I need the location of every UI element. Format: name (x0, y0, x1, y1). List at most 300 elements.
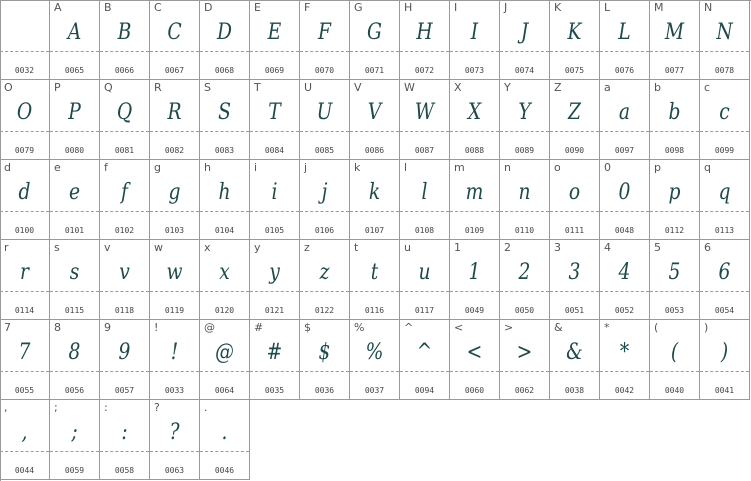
cell-character-label: V (354, 81, 362, 94)
cell-baseline-divider (0, 131, 49, 132)
glyph-cell[interactable] (500, 160, 550, 240)
glyph-cell[interactable] (250, 320, 300, 400)
glyph-cell[interactable] (650, 160, 700, 240)
cell-char-code: 0072 (414, 66, 435, 75)
cell-glyph-sample: t (370, 260, 379, 285)
glyph-cell[interactable] (250, 80, 300, 160)
glyph-cell[interactable] (400, 0, 450, 80)
cell-character-label: v (104, 241, 111, 254)
cell-char-code: 0067 (164, 66, 185, 75)
glyph-cell[interactable] (350, 80, 400, 160)
glyph-cell[interactable] (50, 240, 100, 320)
glyph-cell[interactable] (200, 320, 250, 400)
cell-character-label: , (4, 401, 8, 414)
cell-glyph-sample: k (368, 180, 381, 205)
cell-glyph-sample: i (271, 180, 278, 205)
glyph-cell[interactable] (50, 0, 100, 80)
cell-glyph-sample: X (467, 100, 482, 125)
cell-glyph-sample: g (168, 180, 181, 205)
cell-char-code: 0083 (214, 146, 235, 155)
cell-character-label: q (704, 161, 711, 174)
cell-baseline-divider (300, 371, 349, 372)
cell-character-label: ( (654, 321, 659, 334)
cell-character-label: D (204, 1, 213, 14)
cell-char-code: 0079 (14, 146, 35, 155)
glyph-cell[interactable] (50, 160, 100, 240)
cell-glyph-sample: 7 (18, 340, 31, 365)
glyph-cell[interactable] (100, 0, 150, 80)
cell-character-label: ? (154, 401, 160, 414)
cell-baseline-divider (550, 291, 599, 292)
cell-glyph-sample: n (518, 180, 531, 205)
cell-glyph-sample: o (568, 180, 581, 205)
glyph-cell[interactable] (550, 0, 600, 80)
cell-baseline-divider (600, 131, 649, 132)
cell-glyph-sample: c (719, 100, 730, 125)
cell-char-code: 0033 (164, 386, 185, 395)
cell-glyph-sample: ; (71, 420, 78, 445)
cell-baseline-divider (150, 371, 199, 372)
cell-baseline-divider (50, 371, 99, 372)
glyph-cell[interactable] (100, 80, 150, 160)
glyph-cell[interactable] (150, 320, 200, 400)
cell-baseline-divider (0, 51, 49, 52)
cell-char-code: 0105 (264, 226, 285, 235)
cell-char-code: 0077 (664, 66, 685, 75)
glyph-cell[interactable] (350, 320, 400, 400)
glyph-cell[interactable] (400, 160, 450, 240)
cell-baseline-divider (200, 451, 249, 452)
glyph-cell[interactable] (300, 80, 350, 160)
glyph-cell[interactable] (50, 320, 100, 400)
cell-glyph-sample: I (470, 20, 479, 45)
cell-character-label: 8 (54, 321, 61, 334)
glyph-cell[interactable] (650, 80, 700, 160)
cell-baseline-divider (200, 371, 249, 372)
cell-character-label: x (204, 241, 211, 254)
cell-baseline-divider (0, 451, 49, 452)
glyph-cell[interactable] (450, 240, 500, 320)
cell-baseline-divider (650, 51, 699, 52)
cell-char-code: 0122 (314, 306, 335, 315)
glyph-cell[interactable] (450, 320, 500, 400)
cell-character-label: C (154, 1, 162, 14)
cell-character-label: k (354, 161, 361, 174)
cell-baseline-divider (550, 211, 599, 212)
glyph-cell[interactable] (100, 320, 150, 400)
glyph-cell[interactable] (200, 80, 250, 160)
cell-glyph-sample: w (166, 260, 183, 285)
cell-baseline-divider (150, 51, 199, 52)
cell-char-code: 0115 (64, 306, 85, 315)
cell-character-label: Q (104, 81, 113, 94)
glyph-cell[interactable] (300, 0, 350, 80)
cell-character-label: 3 (554, 241, 561, 254)
cell-glyph-sample: ^ (416, 340, 433, 365)
glyph-cell[interactable] (150, 400, 200, 480)
cell-char-code: 0050 (514, 306, 535, 315)
cell-char-code: 0065 (64, 66, 85, 75)
glyph-cell[interactable] (0, 160, 50, 240)
cell-glyph-sample: p (668, 180, 681, 205)
cell-glyph-sample: D (216, 20, 232, 45)
cell-baseline-divider (50, 131, 99, 132)
cell-char-code: 0094 (414, 386, 435, 395)
cell-char-code: 0071 (364, 66, 385, 75)
cell-baseline-divider (300, 291, 349, 292)
cell-char-code: 0100 (14, 226, 35, 235)
cell-char-code: 0109 (464, 226, 485, 235)
cell-character-label: > (504, 321, 514, 334)
cell-char-code: 0078 (714, 66, 735, 75)
cell-glyph-sample: @ (215, 340, 234, 365)
cell-glyph-sample: T (268, 100, 281, 125)
cell-glyph-sample: * (619, 340, 630, 365)
cell-character-label: y (254, 241, 261, 254)
glyph-cell[interactable] (300, 320, 350, 400)
cell-char-code: 0110 (514, 226, 535, 235)
glyph-cell[interactable] (500, 320, 550, 400)
cell-character-label: 1 (454, 241, 461, 254)
cell-character-label: F (304, 1, 311, 14)
cell-char-code: 0040 (664, 386, 685, 395)
glyph-cell[interactable] (250, 160, 300, 240)
cell-glyph-sample: > (516, 340, 533, 365)
glyph-cell[interactable] (250, 240, 300, 320)
cell-baseline-divider (550, 131, 599, 132)
glyph-cell[interactable] (300, 240, 350, 320)
cell-baseline-divider (250, 291, 299, 292)
cell-baseline-divider (400, 51, 449, 52)
cell-character-label: L (604, 1, 611, 14)
glyph-cell[interactable] (200, 160, 250, 240)
cell-glyph-sample: M (664, 20, 685, 45)
glyph-cell[interactable] (0, 0, 50, 80)
cell-char-code: 0104 (214, 226, 235, 235)
cell-character-label: < (454, 321, 464, 334)
glyph-cell[interactable] (200, 240, 250, 320)
glyph-cell[interactable] (100, 400, 150, 480)
cell-baseline-divider (100, 451, 149, 452)
glyph-cell[interactable] (450, 0, 500, 80)
cell-char-code: 0032 (14, 66, 35, 75)
cell-char-code: 0088 (464, 146, 485, 155)
cell-baseline-divider (300, 51, 349, 52)
cell-char-code: 0055 (14, 386, 35, 395)
cell-baseline-divider (450, 211, 499, 212)
glyph-cell[interactable] (450, 160, 500, 240)
glyph-cell[interactable] (350, 160, 400, 240)
cell-glyph-sample: $ (318, 340, 331, 365)
glyph-cell[interactable] (550, 80, 600, 160)
cell-character-label: : (104, 401, 108, 414)
cell-character-label: i (254, 161, 258, 174)
glyph-cell[interactable] (650, 0, 700, 80)
cell-baseline-divider (100, 371, 149, 372)
cell-glyph-sample: W (414, 100, 435, 125)
cell-char-code: 0064 (214, 386, 235, 395)
cell-character-label: E (254, 1, 261, 14)
glyph-cell[interactable] (550, 240, 600, 320)
cell-char-code: 0098 (664, 146, 685, 155)
cell-char-code: 0036 (314, 386, 335, 395)
cell-char-code: 0120 (214, 306, 235, 315)
cell-glyph-sample: 3 (568, 260, 581, 285)
glyph-cell[interactable] (350, 0, 400, 80)
cell-char-code: 0087 (414, 146, 435, 155)
cell-baseline-divider (50, 211, 99, 212)
glyph-cell[interactable] (400, 240, 450, 320)
cell-glyph-sample: % (365, 340, 384, 365)
cell-baseline-divider (50, 51, 99, 52)
glyph-cell[interactable] (150, 0, 200, 80)
cell-baseline-divider (450, 371, 499, 372)
glyph-cell[interactable] (250, 0, 300, 80)
cell-baseline-divider (700, 211, 749, 212)
cell-baseline-divider (100, 211, 149, 212)
cell-glyph-sample: S (218, 100, 231, 125)
cell-glyph-sample: A (67, 20, 82, 45)
cell-baseline-divider (700, 291, 749, 292)
cell-baseline-divider (200, 131, 249, 132)
cell-character-label: a (604, 81, 611, 94)
glyph-cell[interactable] (400, 320, 450, 400)
glyph-cell[interactable] (50, 80, 100, 160)
cell-baseline-divider (500, 51, 549, 52)
cell-glyph-sample: F (318, 20, 331, 45)
cell-char-code: 0051 (564, 306, 585, 315)
cell-character-label: X (454, 81, 462, 94)
cell-char-code: 0112 (664, 226, 685, 235)
cell-char-code: 0108 (414, 226, 435, 235)
cell-glyph-sample: . (221, 420, 228, 445)
glyph-cell[interactable] (700, 240, 750, 320)
cell-char-code: 0074 (514, 66, 535, 75)
cell-baseline-divider (400, 371, 449, 372)
cell-glyph-sample: 9 (118, 340, 131, 365)
cell-baseline-divider (0, 291, 49, 292)
glyph-cell[interactable] (700, 0, 750, 80)
glyph-cell[interactable] (600, 80, 650, 160)
cell-glyph-sample: u (418, 260, 431, 285)
glyph-cell[interactable] (500, 80, 550, 160)
cell-character-label: @ (204, 321, 215, 334)
cell-char-code: 0114 (14, 306, 35, 315)
cell-char-code: 0118 (114, 306, 135, 315)
cell-glyph-sample: O (16, 100, 33, 125)
cell-character-label: M (654, 1, 664, 14)
cell-glyph-sample: 0 (618, 180, 631, 205)
cell-character-label: I (454, 1, 458, 14)
cell-char-code: 0107 (364, 226, 385, 235)
cell-char-code: 0049 (464, 306, 485, 315)
cell-character-label: A (54, 1, 62, 14)
glyph-cell[interactable] (0, 320, 50, 400)
cell-char-code: 0041 (714, 386, 735, 395)
cell-glyph-sample: x (219, 260, 230, 285)
cell-character-label: z (304, 241, 310, 254)
cell-baseline-divider (500, 371, 549, 372)
glyph-cell[interactable] (600, 0, 650, 80)
cell-character-label: R (154, 81, 162, 94)
cell-glyph-sample: V (367, 100, 382, 125)
cell-baseline-divider (200, 211, 249, 212)
cell-character-label: j (304, 161, 308, 174)
cell-baseline-divider (250, 371, 299, 372)
glyph-cell[interactable] (0, 240, 50, 320)
cell-baseline-divider (0, 371, 49, 372)
cell-baseline-divider (350, 371, 399, 372)
cell-character-label: 5 (654, 241, 661, 254)
cell-char-code: 0035 (264, 386, 285, 395)
cell-char-code: 0111 (564, 226, 585, 235)
glyph-cell[interactable] (150, 80, 200, 160)
glyph-cell[interactable] (500, 240, 550, 320)
cell-baseline-divider (600, 291, 649, 292)
cell-character-label: r (4, 241, 9, 254)
glyph-cell[interactable] (700, 80, 750, 160)
cell-baseline-divider (500, 211, 549, 212)
cell-character-label: . (204, 401, 208, 414)
cell-character-label: T (254, 81, 261, 94)
cell-glyph-sample: s (69, 260, 80, 285)
cell-glyph-sample: : (121, 420, 128, 445)
glyph-cell[interactable] (0, 80, 50, 160)
glyph-cell[interactable] (200, 0, 250, 80)
glyph-cell[interactable] (650, 320, 700, 400)
cell-baseline-divider (700, 131, 749, 132)
cell-baseline-divider (650, 131, 699, 132)
cell-char-code: 0070 (314, 66, 335, 75)
cell-baseline-divider (150, 131, 199, 132)
cell-baseline-divider (350, 131, 399, 132)
cell-char-code: 0044 (14, 466, 35, 475)
cell-char-code: 0106 (314, 226, 335, 235)
glyph-cell[interactable] (0, 400, 50, 480)
cell-char-code: 0073 (464, 66, 485, 75)
cell-char-code: 0097 (614, 146, 635, 155)
cell-character-label: S (204, 81, 211, 94)
glyph-cell[interactable] (100, 240, 150, 320)
cell-glyph-sample: 8 (68, 340, 81, 365)
cell-glyph-sample: ! (170, 340, 179, 365)
cell-glyph-sample: 2 (518, 260, 531, 285)
cell-char-code: 0081 (114, 146, 135, 155)
cell-char-code: 0056 (64, 386, 85, 395)
cell-baseline-divider (100, 131, 149, 132)
glyph-cell[interactable] (500, 0, 550, 80)
cell-char-code: 0059 (64, 466, 85, 475)
cell-character-label: ^ (404, 321, 414, 334)
cell-baseline-divider (200, 291, 249, 292)
cell-glyph-sample: j (321, 180, 328, 205)
cell-glyph-sample: 5 (668, 260, 681, 285)
cell-glyph-sample: G (367, 20, 382, 45)
cell-character-label: d (4, 161, 11, 174)
glyph-cell[interactable] (550, 320, 600, 400)
cell-baseline-divider (450, 291, 499, 292)
cell-char-code: 0068 (214, 66, 235, 75)
glyph-cell[interactable] (550, 160, 600, 240)
cell-baseline-divider (600, 371, 649, 372)
cell-char-code: 0113 (714, 226, 735, 235)
cell-glyph-sample: ? (169, 420, 180, 445)
cell-character-label: ; (54, 401, 58, 414)
glyph-cell[interactable] (150, 160, 200, 240)
cell-baseline-divider (350, 211, 399, 212)
cell-char-code: 0084 (264, 146, 285, 155)
cell-glyph-sample: U (316, 100, 333, 125)
cell-char-code: 0046 (214, 466, 235, 475)
cell-glyph-sample: m (465, 180, 484, 205)
cell-glyph-sample: # (266, 340, 283, 365)
cell-glyph-sample: ) (720, 340, 729, 365)
cell-baseline-divider (400, 131, 449, 132)
cell-glyph-sample: Q (116, 100, 133, 125)
cell-glyph-sample: N (716, 20, 733, 45)
glyph-cell[interactable] (400, 80, 450, 160)
cell-character-label: l (404, 161, 408, 174)
cell-character-label: o (554, 161, 561, 174)
cell-glyph-sample: a (618, 100, 631, 125)
cell-baseline-divider (250, 51, 299, 52)
glyph-cell[interactable] (700, 320, 750, 400)
cell-baseline-divider (0, 211, 49, 212)
cell-glyph-sample: e (68, 180, 81, 205)
glyph-cell[interactable] (350, 240, 400, 320)
cell-character-label: & (554, 321, 563, 334)
cell-char-code: 0089 (514, 146, 535, 155)
glyph-cell[interactable] (450, 80, 500, 160)
cell-baseline-divider (150, 211, 199, 212)
glyph-cell[interactable] (300, 160, 350, 240)
cell-character-label: * (604, 321, 610, 334)
glyph-cell[interactable] (650, 240, 700, 320)
cell-char-code: 0042 (614, 386, 635, 395)
cell-character-label: G (354, 1, 363, 14)
cell-baseline-divider (150, 451, 199, 452)
cell-character-label: Y (504, 81, 511, 94)
cell-character-label: J (504, 1, 508, 14)
glyph-cell[interactable] (50, 400, 100, 480)
glyph-cell[interactable] (200, 400, 250, 480)
cell-character-label: O (4, 81, 13, 94)
glyph-cell[interactable] (600, 320, 650, 400)
cell-baseline-divider (250, 131, 299, 132)
glyph-cell[interactable] (600, 240, 650, 320)
cell-char-code: 0037 (364, 386, 385, 395)
cell-char-code: 0116 (364, 306, 385, 315)
glyph-cell[interactable] (600, 160, 650, 240)
cell-char-code: 0053 (664, 306, 685, 315)
cell-char-code: 0085 (314, 146, 335, 155)
cell-glyph-sample: y (269, 260, 280, 285)
cell-baseline-divider (550, 371, 599, 372)
cell-character-label: N (704, 1, 713, 14)
glyph-cell[interactable] (100, 160, 150, 240)
cell-character-label: g (154, 161, 161, 174)
cell-glyph-sample: h (218, 180, 231, 205)
cell-baseline-divider (700, 371, 749, 372)
glyph-cell[interactable] (150, 240, 200, 320)
cell-glyph-sample: J (520, 20, 529, 45)
cell-baseline-divider (400, 211, 449, 212)
cell-character-label: f (104, 161, 108, 174)
cell-glyph-sample: 6 (718, 260, 731, 285)
glyph-cell[interactable] (700, 160, 750, 240)
cell-character-label: u (404, 241, 411, 254)
cell-glyph-sample: 1 (468, 260, 481, 285)
